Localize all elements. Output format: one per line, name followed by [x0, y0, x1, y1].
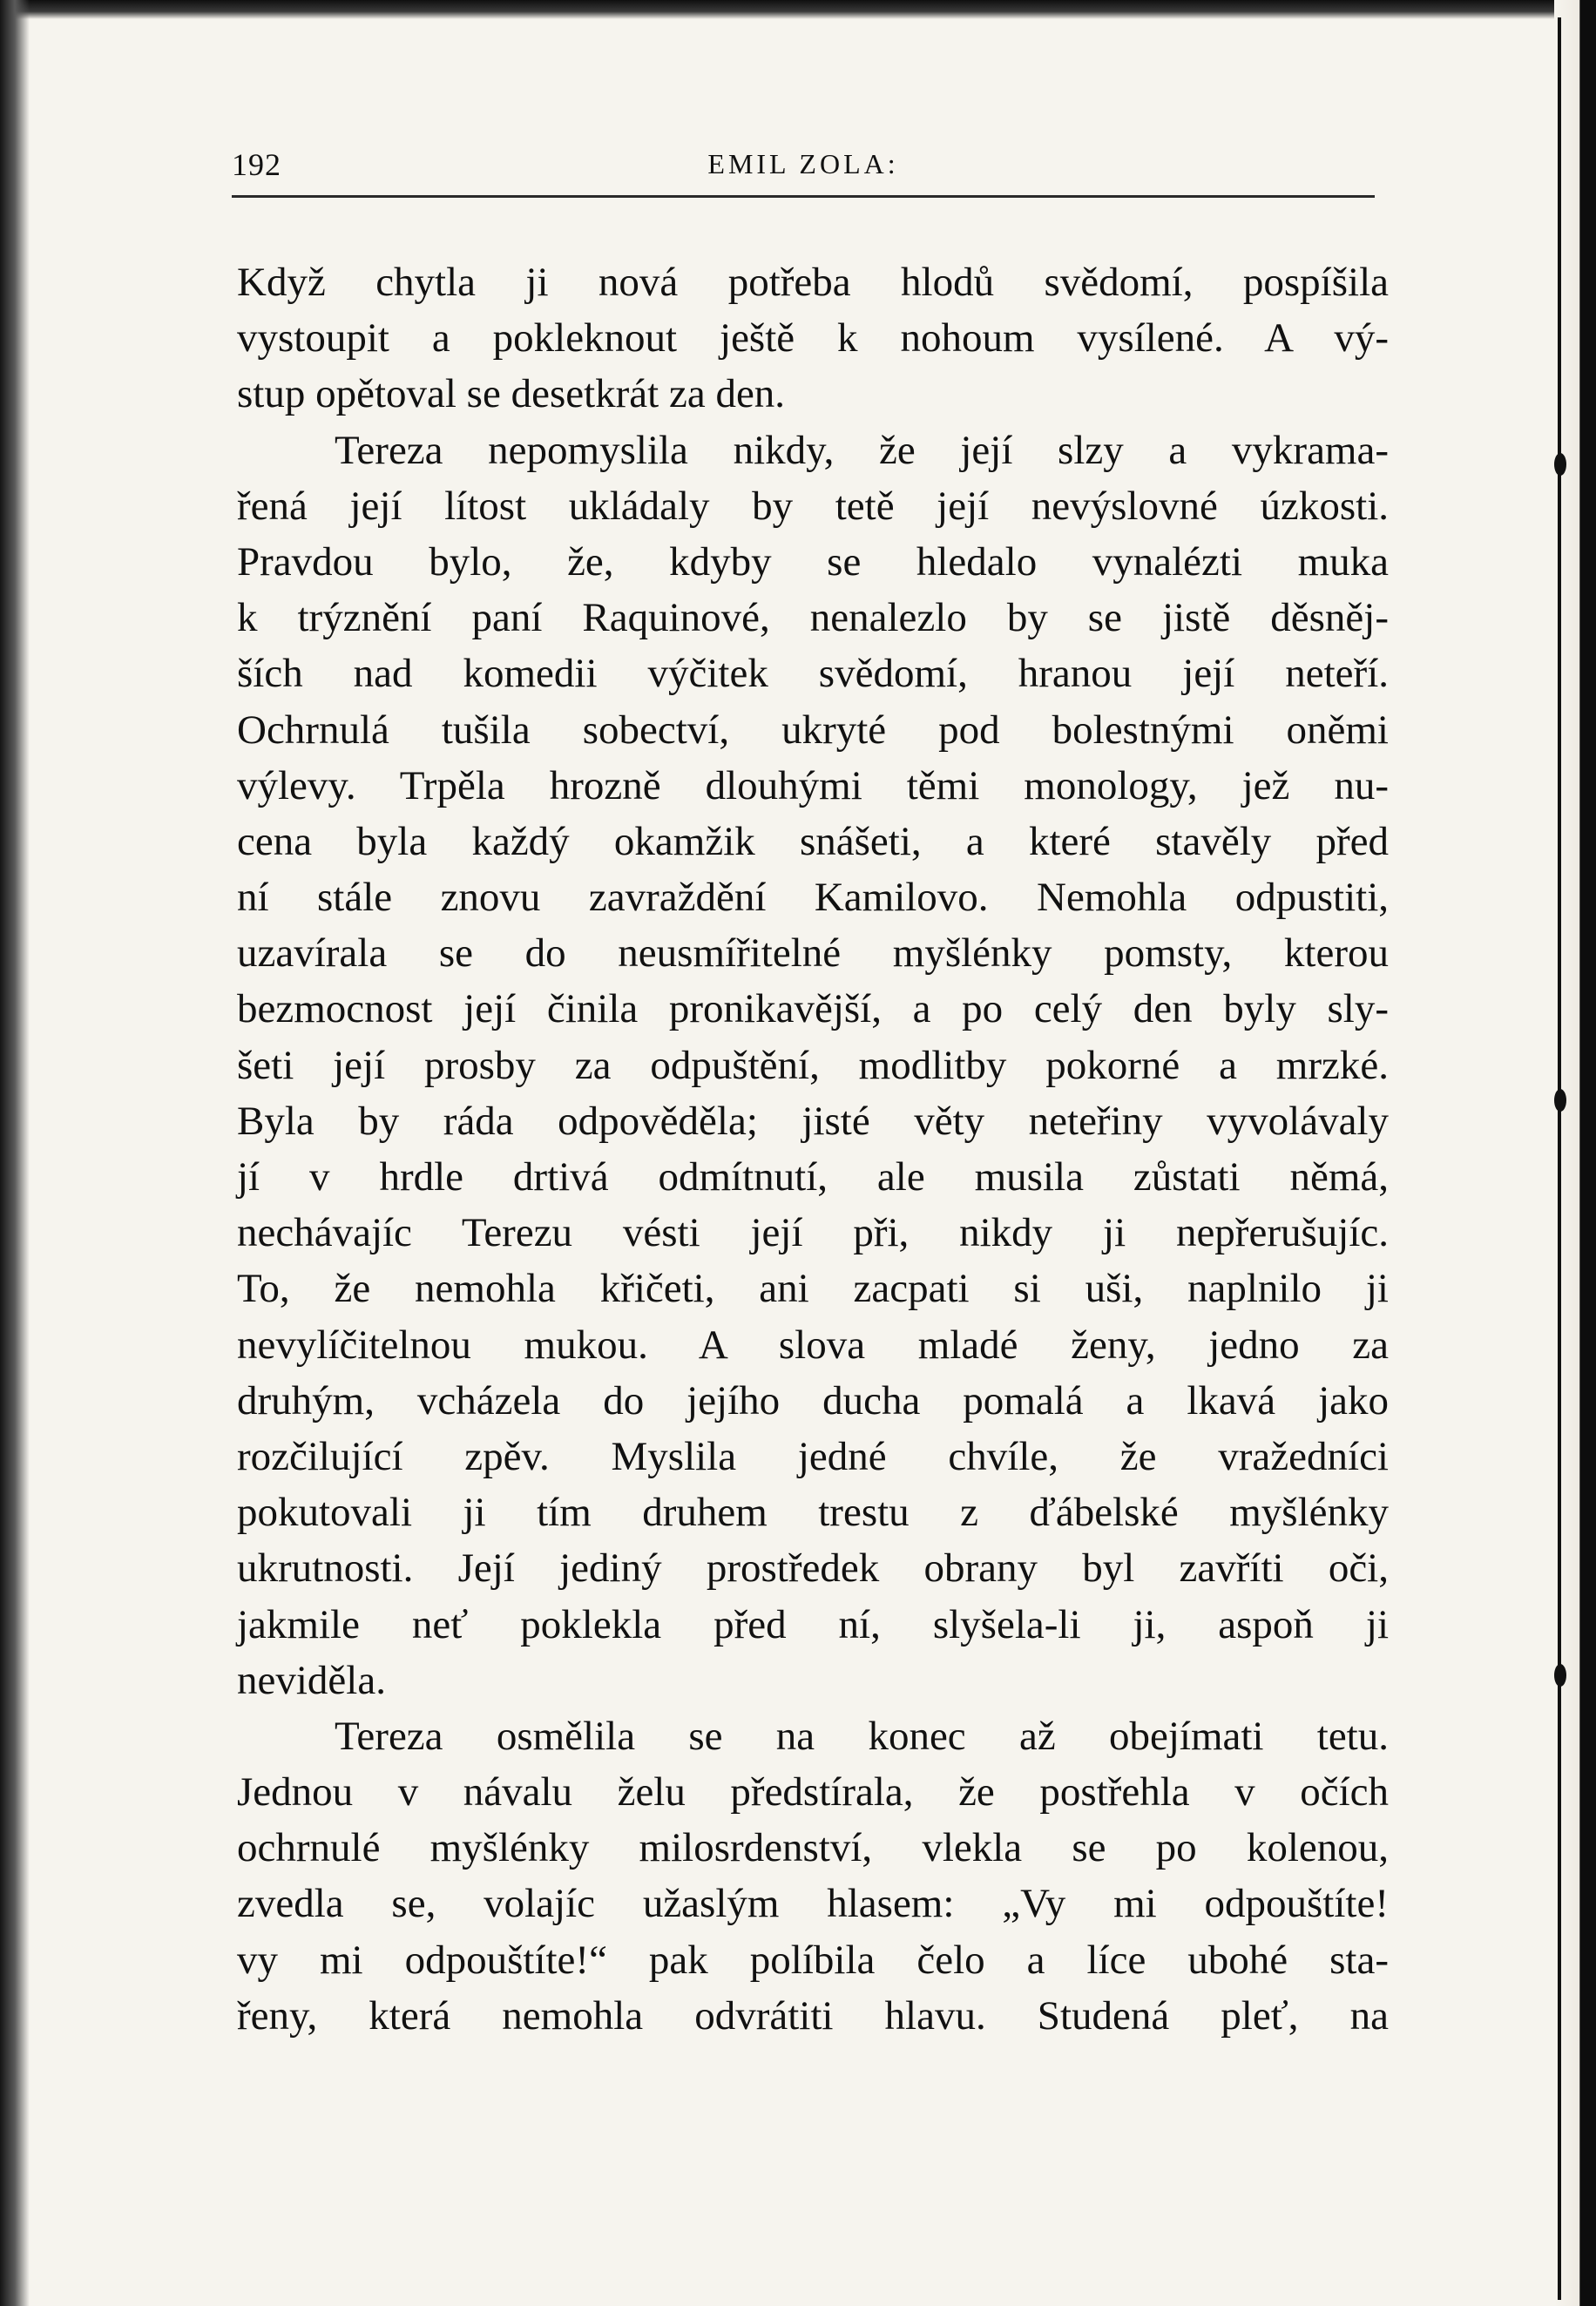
running-head: EMIL ZOLA: — [707, 148, 899, 179]
text-line: druhým, vcházela do jejího ducha pomalá a lkavá jako — [237, 1377, 1389, 1423]
text-line: nevylíčitelnou mukou. A slova mladé ženy, jedno za — [237, 1322, 1389, 1368]
text-line: Když chytla ji nová potřeba hlodů svědomí, pospíšila — [237, 260, 1389, 305]
text-line: rozčilující zpěv. Myslila jedné chvíle, že vražedníci — [237, 1433, 1389, 1479]
text-line: Byla by ráda odpověděla; jisté věty neteřiny vyvolávaly — [237, 1098, 1389, 1144]
text-line: cena byla každý okamžik snášeti, a které stavěly před — [237, 818, 1389, 864]
text-line: ších nad komedii výčitek svědomí, hranou její neteří. — [237, 651, 1389, 697]
text-line: výlevy. Trpěla hrozně dlouhými těmi monology, jež nu- — [237, 762, 1389, 808]
text-line: zvedla se, volajíc užaslým hlasem: „Vy mi odpouštíte! — [237, 1881, 1389, 1927]
spine-mark — [1554, 1089, 1566, 1112]
text-line: Jednou v návalu želu předstírala, že postřehla v očích — [237, 1769, 1389, 1816]
text-line: řeny, která nemohla odvrátiti hlavu. Studená pleť, na — [237, 1992, 1389, 2039]
spine-mark — [1554, 453, 1566, 476]
spine-line — [1558, 17, 1561, 2300]
body-text — [237, 254, 1389, 2044]
text-line: Tereza nepomyslila nikdy, že její slzy a vykrama- — [335, 427, 1389, 473]
text-line: To, že nemohla křičeti, ani zacpati si uši, naplnilo ji — [237, 1266, 1389, 1312]
text-line: uzavírala se do neusmířitelné myšlénky pomsty, kterou — [237, 930, 1389, 977]
scan-shadow-top — [0, 0, 1596, 19]
text-line: stup opětoval se desetkrát za den. — [237, 371, 786, 417]
text-line: ochrnulé myšlénky milosrdenství, vlekla se po kolenou, — [237, 1825, 1389, 1871]
text-line: jí v hrdle drtivá odmítnutí, ale musila zůstati němá, — [237, 1154, 1389, 1200]
text-line: Pravdou bylo, že, kdyby se hledalo vynalézti muka — [237, 538, 1389, 585]
spine-mark — [1554, 1664, 1566, 1687]
text-line: jakmile neť poklekla před ní, slyšela-li ji, aspoň ji — [237, 1601, 1389, 1647]
text-line: ní stále znovu zavraždění Kamilovo. Nemohla odpustiti, — [237, 875, 1389, 921]
text-line: ukrutnosti. Její jediný prostředek obrany byl zavříti oči, — [237, 1545, 1389, 1592]
text-line: řená její lítost ukládaly by tetě její nevýslovné úzkosti. — [237, 483, 1389, 529]
text-line: Tereza osmělila se na konec až obejímati tetu. — [335, 1713, 1389, 1759]
text-line: k trýznění paní Raquinové, nenalezlo by se jistě děsněj- — [237, 595, 1389, 641]
scan-shadow-left — [0, 0, 30, 2306]
text-line: nechávajíc Terezu vésti její při, nikdy ji nepřerušujíc. — [237, 1210, 1389, 1256]
text-line: neviděla. — [237, 1657, 386, 1703]
text-line: vystoupit a pokleknout ještě k nohoum vysílené. A vý- — [237, 315, 1389, 362]
text-line: pokutovali ji tím druhem trestu z ďábelské myšlénky — [237, 1490, 1389, 1536]
page-number: 192 — [232, 147, 281, 182]
text-line: šeti její prosby za odpuštění, modlitby pokorné a mrzké. — [237, 1042, 1389, 1088]
text-line: Ochrnulá tušila sobectví, ukryté pod bolestnými oněmi — [237, 707, 1389, 753]
text-line: bezmocnost její činila pronikavější, a po celý den byly sly- — [237, 986, 1389, 1032]
page-header — [232, 146, 1375, 198]
text-line: vy mi odpouštíte!“ pak políbila čelo a líce ubohé sta- — [237, 1937, 1389, 1983]
